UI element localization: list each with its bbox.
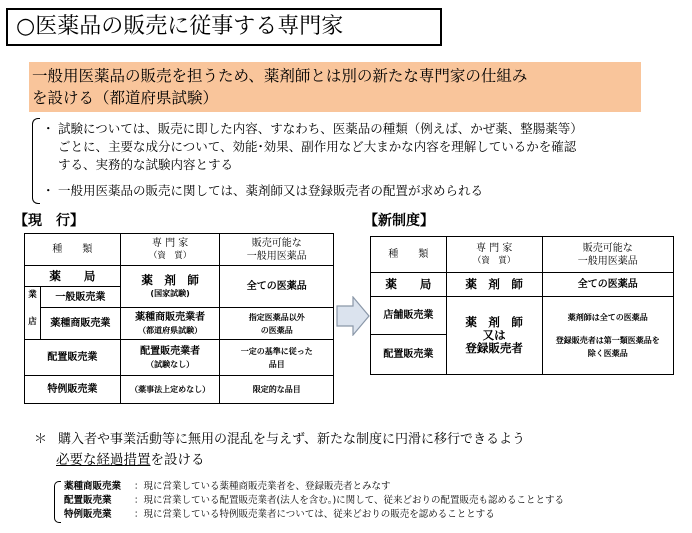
new-system-table <box>370 236 674 375</box>
bullet-line: ごとに、主要な成分について、効能･効果、副作用など大まかな内容を理解しているかを確認 <box>58 139 577 154</box>
cell-all-medicines: 全ての医薬品 <box>220 266 334 308</box>
drugstore-scope-1: 指定医薬品以外 <box>248 312 305 322</box>
cell-special-expert: （薬事法上定めなし） <box>120 376 220 404</box>
header-scope <box>220 234 334 266</box>
header-expert <box>120 234 220 266</box>
store-scope-1: 薬剤師は全ての医薬品 <box>567 313 648 322</box>
header-scope <box>542 237 673 273</box>
row-distribution: 配置販売業 <box>371 335 447 375</box>
table-row <box>25 308 334 340</box>
bullet-dot: ・ <box>42 121 55 136</box>
bullet-line: 一般用医薬品の販売に関しては、薬剤師又は登録販売者の配置が求められる <box>58 183 484 198</box>
store-expert-1: 薬 剤 師 <box>465 315 523 329</box>
footnote-key: 特例販売業 <box>64 509 112 520</box>
note-text: 購入者や事業活動等に無用の混乱を与えず、新たな制度に円滑に移行できるよう <box>58 432 525 447</box>
footnote-item <box>64 480 684 494</box>
store-expert-2: 又は <box>482 328 506 342</box>
store-scope-2: 登録販売者は第一類医薬品を <box>555 336 660 345</box>
table-row <box>371 297 674 335</box>
summary-line-1: 一般用医薬品の販売を担うため、薬剤師とは別の新たな専門家の仕組み <box>32 67 528 85</box>
drugstore-expert-sub: （都道府県試験） <box>138 325 203 335</box>
bullet-item-exam <box>40 120 680 174</box>
table-row <box>25 376 334 404</box>
row-special: 特例販売業 <box>25 376 121 404</box>
row-pharmacy: 薬 局 <box>371 273 447 297</box>
cell-drugstore-scope <box>220 308 334 340</box>
header-scope-sub: 一般用医薬品 <box>577 255 638 267</box>
cell-store-scope <box>542 297 673 375</box>
drugstore-expert-label: 薬種商販売業者 <box>135 311 206 323</box>
row-store-sales: 店舗販売業 <box>371 297 447 335</box>
cell-store-expert <box>446 297 542 375</box>
arrow-right-icon <box>336 296 370 336</box>
header-scope-sub: 一般用医薬品 <box>246 250 307 262</box>
pharmacist-label: 薬 剤 師 <box>141 272 199 287</box>
footnote-key: 薬種商販売業 <box>64 481 122 492</box>
current-system-label: 【現 行】 <box>14 213 84 229</box>
bullet-list <box>40 120 680 200</box>
cell-distribution-scope <box>220 340 334 376</box>
footnote-text: ：現に営業している薬種商販売業者を、登録販売者とみなす <box>134 481 391 492</box>
cell-pharmacist <box>120 266 220 308</box>
table-row <box>25 340 334 376</box>
store-scope-3: 除く医薬品 <box>587 349 628 358</box>
note-line-2 <box>34 450 654 470</box>
bullet-line: 試験については、販売に即した内容、すなわち、医薬品の種類（例えば、かぜ薬、整腸薬等） <box>58 121 583 136</box>
header-expert-label: 専 門 家 <box>475 242 513 254</box>
footnote-item <box>64 508 684 522</box>
new-system-label: 【新制度】 <box>364 213 434 229</box>
cell-drugstore-expert <box>120 308 220 340</box>
header-expert-label: 専 門 家 <box>151 237 189 249</box>
shop-label-top: 業 <box>28 290 37 300</box>
note-mark: ＊ <box>34 432 48 447</box>
footnote-list <box>64 480 684 522</box>
cell-pharmacist: 薬 剤 師 <box>446 273 542 297</box>
note-rest: を設ける <box>150 452 205 468</box>
row-drugstore: 薬種商販売業 <box>40 308 120 340</box>
bullet-line: する、実務的な試験内容とする <box>58 157 234 172</box>
header-scope-label: 販売可能な <box>582 242 633 254</box>
footnote-key: 配置販売業 <box>64 495 112 506</box>
current-system-table <box>24 233 334 404</box>
distribution-expert-sub: （試験なし） <box>146 359 195 369</box>
store-expert-3: 登録販売者 <box>465 341 523 355</box>
row-distribution: 配置販売業 <box>25 340 121 376</box>
footnote-item <box>64 494 684 508</box>
row-pharmacy: 薬 局 <box>25 266 121 287</box>
drugstore-scope-2: の医薬品 <box>260 325 293 335</box>
header-expert-sub: （資 質） <box>472 255 516 266</box>
distribution-expert-label: 配置販売業者 <box>140 345 201 357</box>
table-row <box>25 266 334 287</box>
distribution-scope-2: 品目 <box>268 359 285 369</box>
footnotes-bracket <box>54 481 61 523</box>
summary-banner <box>29 62 641 112</box>
bullet-item-staffing <box>40 182 680 200</box>
shop-label-bottom: 店 <box>28 317 37 327</box>
cell-distribution-expert <box>120 340 220 376</box>
header-type: 種 類 <box>25 234 121 266</box>
header-expert-sub: （資 質） <box>148 250 192 261</box>
table-header-row <box>371 237 674 273</box>
footnote-text: ：現に営業している配置販売業者(法人を含む。)に関して、従来どおりの配置販売も認めることとする <box>134 495 564 506</box>
table-row <box>371 273 674 297</box>
cell-all-medicines: 全ての医薬品 <box>542 273 673 297</box>
row-general-sales: 一般販売業 <box>40 287 120 308</box>
bullets-bracket <box>32 118 40 204</box>
header-type: 種 類 <box>371 237 447 273</box>
footnote-text: ：現に営業している特例販売業者については、従来どおりの販売を認めることとする <box>134 509 495 520</box>
page-title: ○医薬品の販売に従事する専門家 <box>6 8 442 46</box>
transition-note <box>34 430 654 470</box>
header-scope-label: 販売可能な <box>251 237 302 249</box>
note-line-1 <box>34 430 654 450</box>
shop-side-label <box>25 287 41 340</box>
note-underlined: 必要な経過措置 <box>56 452 151 468</box>
cell-special-scope: 限定的な品目 <box>220 376 334 404</box>
distribution-scope-1: 一定の基準に従った <box>240 346 313 356</box>
table-header-row <box>25 234 334 266</box>
summary-line-2: を設ける（都道府県試験） <box>32 89 219 107</box>
pharmacist-sub: (国家試験) <box>150 288 190 298</box>
bullet-dot: ・ <box>42 183 55 198</box>
header-expert <box>446 237 542 273</box>
